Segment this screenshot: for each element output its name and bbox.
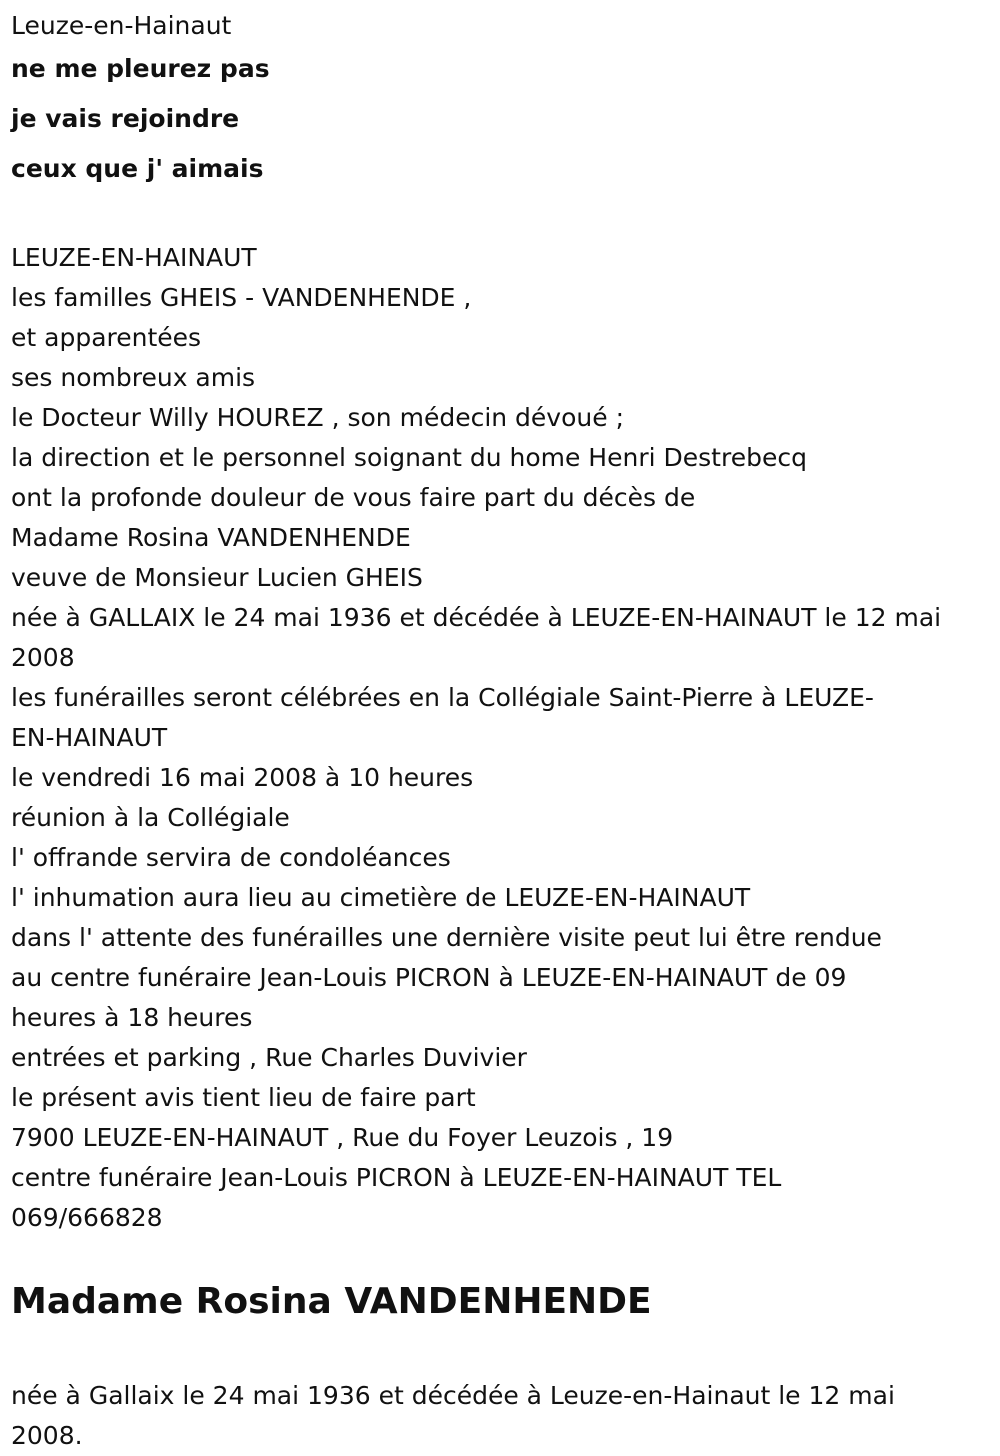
notice-line: le présent avis tient lieu de faire part [11, 1083, 476, 1112]
notice-line: ses nombreux amis [11, 363, 256, 392]
notice-line: les familles GHEIS - VANDENHENDE , [11, 283, 472, 312]
notice-line: dans l' attente des funérailles une dernière visite peut lui être rendue [11, 923, 882, 952]
notice-line: centre funéraire Jean-Louis PICRON à LEUZE-EN-HAINAUT TEL [11, 1163, 782, 1192]
location-label: Leuze-en-Hainaut [11, 11, 232, 40]
notice-line: la direction et le personnel soignant du home Henri Destrebecq [11, 443, 807, 472]
notice-line: 069/666828 [11, 1203, 163, 1232]
notice-line: au centre funéraire Jean-Louis PICRON à LEUZE-EN-HAINAUT de 09 [11, 963, 847, 992]
notice-line: le vendredi 16 mai 2008 à 10 heures [11, 763, 474, 792]
notice-line: Madame Rosina VANDENHENDE [11, 523, 411, 552]
verse-line: ne me pleurez pas [11, 54, 270, 83]
notice-line: EN-HAINAUT [11, 723, 168, 752]
birth-death-summary: née à Gallaix le 24 mai 1936 et décédée à Leuze-en-Hainaut le 12 mai 2008. [11, 1381, 895, 1450]
verse-line: ceux que j' aimais [11, 154, 264, 183]
notice-line: heures à 18 heures [11, 1003, 253, 1032]
notice-line: les funérailles seront célébrées en la Collégiale Saint-Pierre à LEUZE- [11, 683, 874, 712]
verse-line: je vais rejoindre [11, 104, 240, 133]
notice-line: et apparentées [11, 323, 202, 352]
notice-line: le Docteur Willy HOUREZ , son médecin dévoué ; [11, 403, 624, 432]
notice-line: veuve de Monsieur Lucien GHEIS [11, 563, 423, 592]
spacer [11, 194, 989, 238]
verse-block [11, 44, 989, 194]
notice-line: 2008 [11, 643, 75, 672]
notice-line: l' offrande servira de condoléances [11, 843, 451, 872]
notice-line: ont la profonde douleur de vous faire part du décès de [11, 483, 696, 512]
notice-line: 7900 LEUZE-EN-HAINAUT , Rue du Foyer Leuzois , 19 [11, 1123, 674, 1152]
notice-line: LEUZE-EN-HAINAUT [11, 243, 257, 272]
deceased-name-heading: Madame Rosina VANDENHENDE [11, 1281, 652, 1322]
notice-line: entrées et parking , Rue Charles Duvivier [11, 1043, 527, 1072]
notice-line: réunion à la Collégiale [11, 803, 290, 832]
notice-line: née à GALLAIX le 24 mai 1936 et décédée à LEUZE-EN-HAINAUT le 12 mai [11, 603, 942, 632]
notice-line: l' inhumation aura lieu au cimetière de LEUZE-EN-HAINAUT [11, 883, 751, 912]
notice-body [11, 238, 989, 1238]
